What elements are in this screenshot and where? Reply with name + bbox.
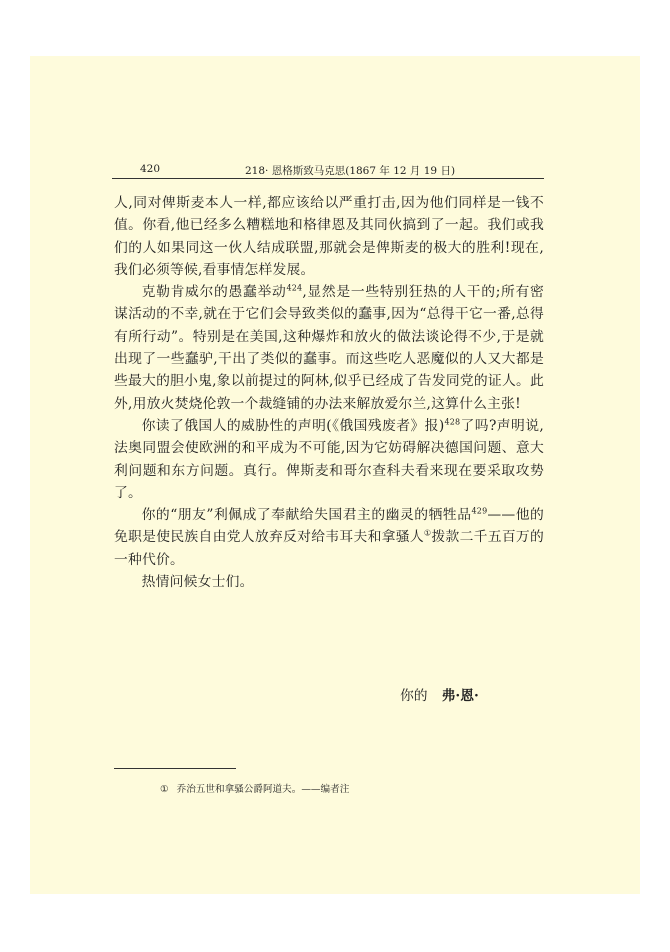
paragraph [114,504,544,571]
running-header [112,158,544,179]
running-title: 218· 恩格斯致马克思(1867 年 12 月 19 日) [245,165,456,177]
paragraph-text: ,显然是一些特别狂热的人干的;所有密谋活动的不幸,就在于它们会导致类似的蠢事,因为“总得干它一番,总得有所行动”。特别是在美国,这种爆炸和放火的做法谈论得不少,于是就出现了一些蠢驴,干出了类似的蠢事。而这些吃人恶魔似的人又大都是些最大的胆小鬼,象以前提过的阿林,似乎已经成了告发同党的证人。此外,用放火焚烧伦敦一个裁缝铺的办法来解放爱尔兰,这算什么主张! [114,284,545,412]
paragraph-text: 拨款二千五百万的一种代价。 [114,529,544,568]
letter-closing [400,684,479,704]
footnote-mark: ① [160,784,169,795]
signature: 弗·恩· [441,688,479,704]
paragraph-text: 热情问候女士们。 [141,574,254,591]
note-reference: 428 [444,417,461,427]
paragraph-text: 人,同对俾斯麦本人一样,都应该给以严重打击,因为他们同样是一钱不值。你看,他已经多么糟糕地和格律恩及其同伙搞到了一起。我们或我们的人如果同这一伙人结成联盟,那就会是俾斯麦的极大的胜利!现在,我们必须等候,看事情怎样发展。 [114,195,544,278]
paragraph-text: 了吗?声明说,法奥同盟会使欧洲的和平成为不可能,因为它妨碍解决德国问题、意大利问题和东方问题。真行。俾斯麦和哥尔查科夫看来现在要采取攻势了。 [114,417,544,501]
letter-body [114,192,544,593]
footnote-divider [114,768,236,769]
footnote-text: 乔治五世和拿骚公爵阿道夫。——编者注 [176,784,350,795]
paragraph-text: 你读了俄国人的威胁性的声明(《俄国残废者》报) [141,417,445,434]
paragraph-text: ——他的免职是使民族自由党人放弃反对给韦耳夫和拿骚人 [114,507,545,546]
paragraph-text: 克勒肯威尔的愚蠢举动 [141,284,287,301]
paragraph [114,281,544,415]
note-reference: 424 [286,283,303,293]
footnote [160,781,349,795]
note-reference: 429 [471,506,488,516]
closing-prefix: 你的 [400,688,428,704]
paragraph-text: 你的“朋友”利佩成了奉献给失国君主的幽灵的牺牲品 [141,507,472,524]
note-reference: ① [423,528,432,538]
paragraph [114,415,544,504]
paragraph [114,571,544,593]
page-number: 420 [140,163,161,175]
paragraph [114,192,544,281]
